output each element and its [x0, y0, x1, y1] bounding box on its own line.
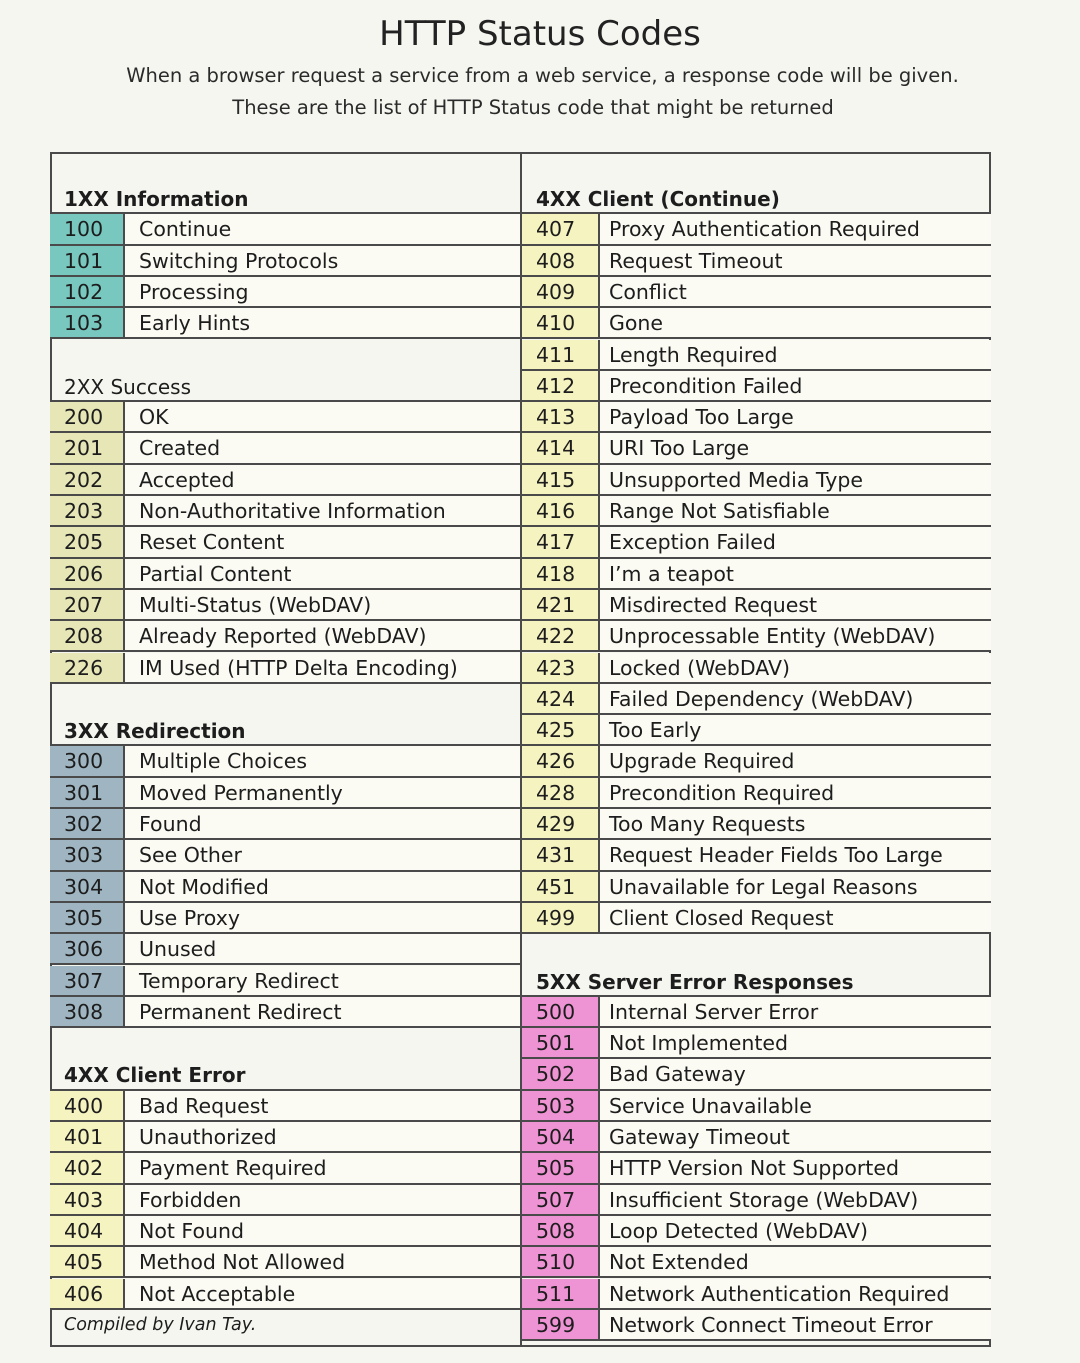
status-code: 206 — [50, 559, 125, 588]
status-code: 502 — [522, 1059, 600, 1088]
client-continue-row — [522, 872, 991, 903]
status-label: Use Proxy — [139, 905, 240, 930]
status-code: 400 — [50, 1091, 125, 1120]
status-label: Unsupported Media Type — [609, 467, 864, 492]
status-label: Payload Too Large — [609, 405, 794, 430]
status-code: 414 — [522, 433, 600, 462]
success-row — [50, 400, 522, 433]
status-label: Precondition Failed — [609, 373, 803, 398]
status-label: Continue — [139, 217, 232, 242]
status-label: Non-Authoritative Information — [139, 499, 446, 523]
status-code: 404 — [50, 1216, 125, 1245]
status-code: 423 — [522, 653, 600, 682]
status-label: IM Used (HTTP Delta Encoding) — [139, 655, 458, 680]
status-code: 503 — [522, 1091, 600, 1120]
page-title: HTTP Status Codes — [379, 14, 701, 54]
status-label: Switching Protocols — [139, 248, 339, 273]
status-code: 500 — [522, 997, 600, 1026]
status-code: 100 — [50, 214, 125, 243]
client-continue-row — [522, 433, 991, 464]
status-label: Method Not Allowed — [139, 1250, 346, 1275]
status-code: 425 — [522, 715, 600, 744]
status-label: Precondition Required — [609, 780, 835, 805]
redirect-row — [50, 778, 522, 809]
status-label: Partial Content — [139, 561, 292, 586]
status-code: 409 — [522, 277, 600, 306]
heading-3xx: 3XX Redirection — [64, 719, 246, 744]
status-code: 302 — [50, 809, 125, 838]
status-label: Range Not Satisfiable — [609, 499, 830, 523]
status-label: OK — [139, 405, 169, 430]
status-label: Exception Failed — [609, 530, 776, 555]
status-code: 510 — [522, 1247, 600, 1276]
status-label: Service Unavailable — [609, 1093, 812, 1118]
server-row — [522, 1028, 991, 1059]
status-label: Locked (WebDAV) — [609, 655, 791, 680]
client-continue-row — [522, 340, 991, 371]
client-row — [50, 1089, 522, 1122]
heading-4xx: 4XX Client Error — [64, 1063, 246, 1088]
redirect-row — [50, 744, 522, 777]
status-label: Not Modified — [139, 874, 269, 899]
status-label: Too Early — [609, 718, 702, 743]
server-row — [522, 1247, 991, 1278]
status-code: 411 — [522, 340, 600, 369]
status-label: Permanent Redirect — [139, 999, 342, 1024]
status-code: 403 — [50, 1185, 125, 1214]
heading-4xx-continue: 4XX Client (Continue) — [536, 187, 780, 211]
client-continue-row — [522, 653, 991, 684]
status-label: Unprocessable Entity (WebDAV) — [609, 624, 936, 649]
status-label: Multiple Choices — [139, 749, 308, 774]
status-code: 307 — [50, 966, 125, 995]
status-label: Reset Content — [139, 530, 285, 555]
redirect-row — [50, 809, 522, 840]
status-code: 415 — [522, 465, 600, 494]
status-code: 508 — [522, 1216, 600, 1245]
status-code: 406 — [50, 1279, 125, 1308]
success-row — [50, 527, 522, 558]
status-code: 501 — [522, 1028, 600, 1057]
info-row — [50, 246, 522, 277]
redirect-row — [50, 966, 522, 997]
status-label: Accepted — [139, 467, 235, 492]
client-continue-row — [522, 496, 991, 527]
status-code: 507 — [522, 1185, 600, 1214]
client-continue-row — [522, 212, 991, 245]
client-continue-row — [522, 715, 991, 746]
status-label: Moved Permanently — [139, 780, 343, 805]
status-label: Proxy Authentication Required — [609, 217, 920, 242]
client-continue-row — [522, 590, 991, 621]
status-label: Conflict — [609, 279, 687, 304]
client-continue-row — [522, 684, 991, 715]
status-label: Client Closed Request — [609, 905, 834, 930]
client-row — [50, 1279, 522, 1310]
client-continue-row — [522, 371, 991, 402]
status-label: I’m a teapot — [609, 561, 734, 586]
server-row — [522, 1059, 991, 1090]
status-code: 301 — [50, 778, 125, 807]
heading-5xx: 5XX Server Error Responses — [536, 969, 854, 994]
server-row — [522, 995, 991, 1028]
status-label: Not Found — [139, 1218, 245, 1243]
status-code: 200 — [50, 402, 125, 431]
status-code: 408 — [522, 246, 600, 275]
status-code: 305 — [50, 903, 125, 932]
redirect-row — [50, 997, 522, 1028]
client-continue-row — [522, 559, 991, 590]
status-code: 499 — [522, 903, 600, 932]
client-row — [50, 1122, 522, 1153]
status-code: 413 — [522, 402, 600, 431]
status-label: URI Too Large — [609, 436, 750, 461]
client-continue-row — [522, 809, 991, 840]
status-label: Processing — [139, 279, 249, 304]
status-code: 426 — [522, 746, 600, 775]
status-code: 205 — [50, 527, 125, 556]
status-code: 504 — [522, 1122, 600, 1151]
status-code: 226 — [50, 653, 125, 682]
info-row — [50, 308, 522, 339]
credit-text: Compiled by Ivan Tay. — [64, 1314, 257, 1335]
client-continue-row — [522, 621, 991, 652]
server-row — [522, 1153, 991, 1184]
status-code: 505 — [522, 1153, 600, 1182]
status-label: Upgrade Required — [609, 749, 795, 774]
right-column — [520, 152, 991, 1347]
status-code: 203 — [50, 496, 125, 525]
status-label: Found — [139, 812, 202, 836]
status-label: Bad Request — [139, 1093, 269, 1118]
status-code: 431 — [522, 840, 600, 869]
status-code: 202 — [50, 465, 125, 494]
client-row — [50, 1247, 522, 1278]
status-code: 424 — [522, 684, 600, 713]
status-code: 407 — [522, 214, 600, 243]
client-row — [50, 1185, 522, 1216]
status-label: Internal Server Error — [609, 999, 819, 1024]
status-code: 412 — [522, 371, 600, 400]
status-code: 511 — [522, 1279, 600, 1308]
server-row — [522, 1091, 991, 1122]
status-label: Unauthorized — [139, 1125, 277, 1149]
client-continue-row — [522, 402, 991, 433]
status-label: Temporary Redirect — [139, 968, 339, 993]
status-label: Too Many Requests — [609, 812, 806, 836]
client-continue-row — [522, 903, 991, 934]
status-code: 201 — [50, 433, 125, 462]
status-label: Bad Gateway — [609, 1062, 746, 1087]
status-label: Not Acceptable — [139, 1281, 296, 1306]
success-row — [50, 621, 522, 652]
server-row — [522, 1279, 991, 1310]
status-code: 306 — [50, 934, 125, 963]
client-continue-row — [522, 746, 991, 777]
status-code: 599 — [522, 1310, 600, 1339]
heading-1xx: 1XX Information — [64, 187, 249, 211]
redirect-row — [50, 934, 522, 965]
status-code: 102 — [50, 277, 125, 306]
status-code: 429 — [522, 809, 600, 838]
status-code: 103 — [50, 308, 125, 337]
client-continue-row — [522, 465, 991, 496]
status-label: HTTP Version Not Supported — [609, 1156, 899, 1181]
redirect-row — [50, 840, 522, 871]
server-row — [522, 1122, 991, 1153]
status-label: Insufficient Storage (WebDAV) — [609, 1187, 919, 1212]
status-label: Network Connect Timeout Error — [609, 1312, 933, 1337]
success-row — [50, 496, 522, 527]
status-label: Not Implemented — [609, 1031, 789, 1056]
client-continue-row — [522, 778, 991, 809]
status-code: 410 — [522, 308, 600, 337]
status-label: Multi-Status (WebDAV) — [139, 592, 372, 617]
status-label: Forbidden — [139, 1187, 242, 1212]
success-row — [50, 590, 522, 621]
status-label: Length Required — [609, 342, 778, 367]
success-row — [50, 653, 522, 684]
status-label: Payment Required — [139, 1156, 327, 1181]
status-code: 418 — [522, 559, 600, 588]
status-code: 303 — [50, 840, 125, 869]
client-continue-row — [522, 246, 991, 277]
status-code: 451 — [522, 872, 600, 901]
server-row — [522, 1185, 991, 1216]
status-label: See Other — [139, 843, 242, 868]
status-label: Not Extended — [609, 1250, 749, 1275]
status-code: 304 — [50, 872, 125, 901]
status-code: 308 — [50, 997, 125, 1026]
info-row — [50, 212, 522, 245]
heading-2xx: 2XX Success — [64, 374, 191, 399]
status-code: 207 — [50, 590, 125, 619]
status-label: Early Hints — [139, 311, 251, 336]
status-code: 208 — [50, 621, 125, 650]
status-code: 421 — [522, 590, 600, 619]
status-code: 428 — [522, 778, 600, 807]
redirect-row — [50, 872, 522, 903]
server-row — [522, 1216, 991, 1247]
status-label: Already Reported (WebDAV) — [139, 624, 427, 649]
status-code: 101 — [50, 246, 125, 275]
status-label: Gone — [609, 311, 664, 336]
status-code: 402 — [50, 1153, 125, 1182]
redirect-row — [50, 903, 522, 934]
client-continue-row — [522, 277, 991, 308]
status-label: Request Header Fields Too Large — [609, 843, 943, 868]
subtitle-line-2: These are the list of HTTP Status code that might be returned — [232, 96, 834, 119]
status-label: Network Authentication Required — [609, 1281, 950, 1306]
client-continue-row — [522, 308, 991, 339]
client-continue-row — [522, 840, 991, 871]
info-row — [50, 277, 522, 308]
status-code: 417 — [522, 527, 600, 556]
success-row — [50, 465, 522, 496]
left-column — [50, 152, 522, 1347]
status-label: Unavailable for Legal Reasons — [609, 874, 918, 899]
status-label: Failed Dependency (WebDAV) — [609, 686, 914, 711]
status-label: Gateway Timeout — [609, 1125, 790, 1149]
subtitle-line-1: When a browser request a service from a web service, a response code will be given. — [126, 64, 959, 87]
status-label: Unused — [139, 937, 217, 962]
status-code: 416 — [522, 496, 600, 525]
status-label: Created — [139, 436, 221, 461]
status-label: Misdirected Request — [609, 592, 818, 617]
status-code: 300 — [50, 746, 125, 775]
client-row — [50, 1216, 522, 1247]
server-row — [522, 1310, 991, 1341]
client-row — [50, 1153, 522, 1184]
success-row — [50, 433, 522, 464]
status-code: 405 — [50, 1247, 125, 1276]
status-code: 401 — [50, 1122, 125, 1151]
client-continue-row — [522, 527, 991, 558]
status-label: Loop Detected (WebDAV) — [609, 1218, 869, 1243]
status-code: 422 — [522, 621, 600, 650]
success-row — [50, 559, 522, 590]
status-label: Request Timeout — [609, 248, 783, 273]
